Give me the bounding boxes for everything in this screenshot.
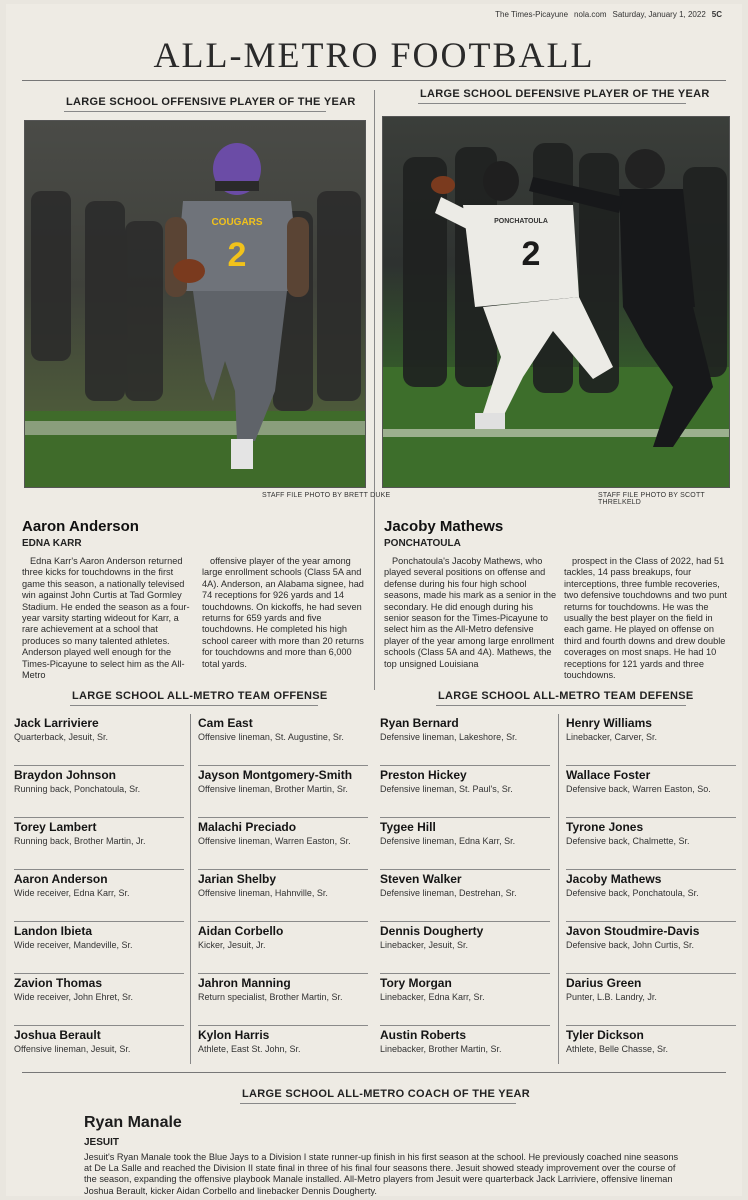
player-name: Aidan Corbello (198, 924, 284, 938)
player-name: Zavion Thomas (14, 976, 103, 990)
offense-poy-photo-art (25, 121, 366, 488)
defense-poy-photo-art (383, 117, 730, 488)
coach-name: Ryan Manale (84, 1114, 182, 1131)
list-item (380, 974, 550, 1026)
player-name: Darius Green (566, 976, 642, 990)
list-item (198, 870, 368, 922)
site-name: nola.com (574, 10, 607, 19)
list-item (14, 974, 184, 1026)
player-desc: Kicker, Jesuit, Jr. (198, 940, 266, 950)
player-name: Jahron Manning (198, 976, 291, 990)
coach-school: JESUIT (84, 1137, 120, 1148)
list-item (380, 714, 550, 766)
offense-poy-name: Aaron Anderson (22, 518, 139, 535)
list-item (566, 1026, 736, 1078)
player-name: Tyler Dickson (566, 1028, 644, 1042)
newspaper-page (6, 4, 742, 1196)
player-desc: Defensive back, Chalmette, Sr. (566, 836, 690, 846)
player-desc: Offensive lineman, Warren Easton, Sr. (198, 836, 351, 846)
player-name: Steven Walker (380, 872, 462, 886)
list-item (14, 1026, 184, 1078)
player-name: Jarian Shelby (198, 872, 277, 886)
player-name: Braydon Johnson (14, 768, 117, 782)
headline-rule (22, 80, 726, 81)
page-number: 5C (711, 10, 722, 19)
list-item (14, 922, 184, 974)
center-divider (374, 90, 375, 690)
list-item (380, 818, 550, 870)
player-desc: Linebacker, Carver, Sr. (566, 732, 658, 742)
defense-poy-photo (382, 116, 730, 488)
player-desc: Running back, Ponchatoula, Sr. (14, 784, 141, 794)
list-item (198, 1026, 368, 1078)
coach-label: LARGE SCHOOL ALL-METRO COACH OF THE YEAR (242, 1088, 531, 1100)
player-name: Aaron Anderson (14, 872, 108, 886)
player-name: Dennis Dougherty (380, 924, 484, 938)
player-desc: Wide receiver, Edna Karr, Sr. (14, 888, 130, 898)
offense-jersey-text: COUGARS (211, 217, 263, 228)
list-item (14, 766, 184, 818)
player-desc: Defensive lineman, Edna Karr, Sr. (380, 836, 516, 846)
defense-roster-divider (558, 714, 559, 1064)
offense-poy-body-col1: Edna Karr's Aaron Anderson returned three kicks for touchdowns in the first game this season, a nationally televised win against John Curtis at Tad Gormley Stadium. He ended the season as a four-year varsity starting wideout for Karr, a rare achievement at a school that produces so many talented athletes. Anderson played well enough for the Times-Picayune to select him as the All-Metro (22, 556, 190, 681)
list-item (198, 818, 368, 870)
player-desc: Quarterback, Jesuit, Sr. (14, 732, 109, 742)
player-name: Malachi Preciado (198, 820, 297, 834)
defense-poy-school: PONCHATOULA (384, 538, 461, 549)
defense-poy-body-col2: prospect in the Class of 2022, had 51 tackles, 14 pass breakups, four interceptions, three fumble recoveries, two defensive touchdowns and two punt returns for touchdowns. He was the usually the best player on the field in each game. He played on offense on third and fourth downs and drew double coverages on most snaps. He had 10 receptions for 121 yards and three touchdowns. (564, 556, 727, 681)
list-item (566, 766, 736, 818)
issue-date: Saturday, January 1, 2022 (612, 10, 706, 19)
coach-body: Jesuit's Ryan Manale took the Blue Jays to a Division I state runner-up finish in his first season at the school. He previously coached nine seasons at De La Salle and reached the Division II state final in three of his final four seasons there. Jesuit showed steady improvement over the course of the season, expanding the offensive playbook Manale installed. All-Metro players from Jesuit were quarterback Jack Larriviere, offensive lineman Joshua Berault, kicker Aidan Corbello and linebacker Dennis Dougherty. (84, 1152, 679, 1196)
player-desc: Defensive back, Warren Easton, So. (566, 784, 711, 794)
offense-jersey-number: 2 (227, 236, 247, 274)
list-item (566, 714, 736, 766)
page-headline: ALL-METRO FOOTBALL (153, 35, 595, 75)
offense-photo-credit: STAFF FILE PHOTO BY BRETT DUKE (262, 492, 391, 499)
player-desc: Athlete, East St. John, Sr. (198, 1044, 301, 1054)
player-desc: Defensive back, Ponchatoula, Sr. (566, 888, 699, 898)
defense-roster-col2 (566, 714, 736, 1078)
list-item (380, 870, 550, 922)
player-desc: Running back, Brother Martin, Jr. (14, 836, 146, 846)
player-desc: Defensive lineman, Lakeshore, Sr. (380, 732, 518, 742)
offense-roster-col1 (14, 714, 184, 1078)
coach-rule (22, 1072, 726, 1073)
player-name: Austin Roberts (380, 1028, 467, 1042)
list-item (380, 766, 550, 818)
offense-team-label: LARGE SCHOOL ALL-METRO TEAM OFFENSE (72, 690, 328, 702)
offense-poy-photo (24, 120, 366, 488)
player-desc: Offensive lineman, St. Augustine, Sr. (198, 732, 344, 742)
player-desc: Punter, L.B. Landry, Jr. (566, 992, 657, 1002)
player-name: Kylon Harris (198, 1028, 270, 1042)
player-desc: Offensive lineman, Brother Martin, Sr. (198, 784, 348, 794)
player-desc: Defensive back, John Curtis, Sr. (566, 940, 695, 950)
list-item (198, 974, 368, 1026)
player-name: Javon Stoudmire-Davis (566, 924, 700, 938)
offense-roster-divider (190, 714, 191, 1064)
defense-roster-col1 (380, 714, 550, 1078)
defense-team-label: LARGE SCHOOL ALL-METRO TEAM DEFENSE (438, 690, 694, 702)
offense-poy-school: EDNA KARR (22, 538, 82, 549)
player-name: Henry Williams (566, 716, 652, 730)
list-item (566, 818, 736, 870)
offense-roster-col2 (198, 714, 368, 1078)
list-item (14, 870, 184, 922)
player-desc: Offensive lineman, Hahnville, Sr. (198, 888, 328, 898)
player-desc: Linebacker, Brother Martin, Sr. (380, 1044, 502, 1054)
player-name: Wallace Foster (566, 768, 651, 782)
player-desc: Linebacker, Jesuit, Sr. (380, 940, 469, 950)
paper-name: The Times-Picayune (495, 10, 569, 19)
list-item (380, 1026, 550, 1078)
player-name: Jayson Montgomery-Smith (198, 768, 353, 782)
defense-team-underline (436, 705, 686, 706)
defense-jersey-number: 2 (521, 235, 541, 273)
player-desc: Return specialist, Brother Martin, Sr. (198, 992, 343, 1002)
player-name: Torey Lambert (14, 820, 97, 834)
player-name: Tyrone Jones (566, 820, 644, 834)
list-item (380, 922, 550, 974)
defense-jersey-text: PONCHATOULA (494, 218, 548, 225)
list-item (198, 766, 368, 818)
defense-poy-name: Jacoby Mathews (384, 518, 504, 535)
list-item (198, 714, 368, 766)
list-item (566, 922, 736, 974)
player-name: Landon Ibieta (14, 924, 92, 938)
defense-poy-underline (418, 103, 686, 104)
list-item (14, 818, 184, 870)
masthead (495, 10, 722, 19)
player-name: Jack Larriviere (14, 716, 99, 730)
coach-underline (240, 1103, 516, 1104)
defense-poy-label: LARGE SCHOOL DEFENSIVE PLAYER OF THE YEAR (420, 88, 710, 100)
offense-team-underline (70, 705, 318, 706)
offense-poy-underline (64, 111, 326, 112)
offense-poy-body-col2: offensive player of the year among large enrollment schools (Class 5A and 4A). Anderson, an Alabama signee, had 74 receptions for 926 yards and 14 touchdowns. On kickoffs, he had seven returns for 659 yards and five touchdowns. He completed his high school career with more than 20 returns for touchdowns and more than 6,000 total yards. (202, 556, 364, 669)
list-item (198, 922, 368, 974)
player-desc: Linebacker, Edna Karr, Sr. (380, 992, 485, 1002)
player-name: Cam East (198, 716, 253, 730)
player-name: Ryan Bernard (380, 716, 459, 730)
player-desc: Athlete, Belle Chasse, Sr. (566, 1044, 669, 1054)
player-name: Tory Morgan (380, 976, 452, 990)
defense-photo-credit: STAFF FILE PHOTO BY SCOTT THRELKELD (598, 492, 705, 506)
offense-poy-label: LARGE SCHOOL OFFENSIVE PLAYER OF THE YEAR (66, 96, 356, 108)
player-desc: Wide receiver, John Ehret, Sr. (14, 992, 134, 1002)
list-item (566, 870, 736, 922)
player-desc: Wide receiver, Mandeville, Sr. (14, 940, 133, 950)
player-name: Joshua Berault (14, 1028, 101, 1042)
player-name: Preston Hickey (380, 768, 467, 782)
player-desc: Offensive lineman, Jesuit, Sr. (14, 1044, 131, 1054)
defense-poy-body-col1: Ponchatoula's Jacoby Mathews, who played several positions on offense and defense during his four high school seasons, made his mark as a senior in the secondary. He did enough during his senior season for the Times-Picayune to select him as the All-Metro defensive player of the year among large enrollment schools (Class 5A and 4A). Mathews, the top unsigned Louisiana (384, 556, 557, 669)
player-name: Jacoby Mathews (566, 872, 662, 886)
list-item (14, 714, 184, 766)
player-name: Tygee Hill (380, 820, 436, 834)
player-desc: Defensive lineman, St. Paul's, Sr. (380, 784, 513, 794)
list-item (566, 974, 736, 1026)
player-desc: Defensive lineman, Destrehan, Sr. (380, 888, 517, 898)
